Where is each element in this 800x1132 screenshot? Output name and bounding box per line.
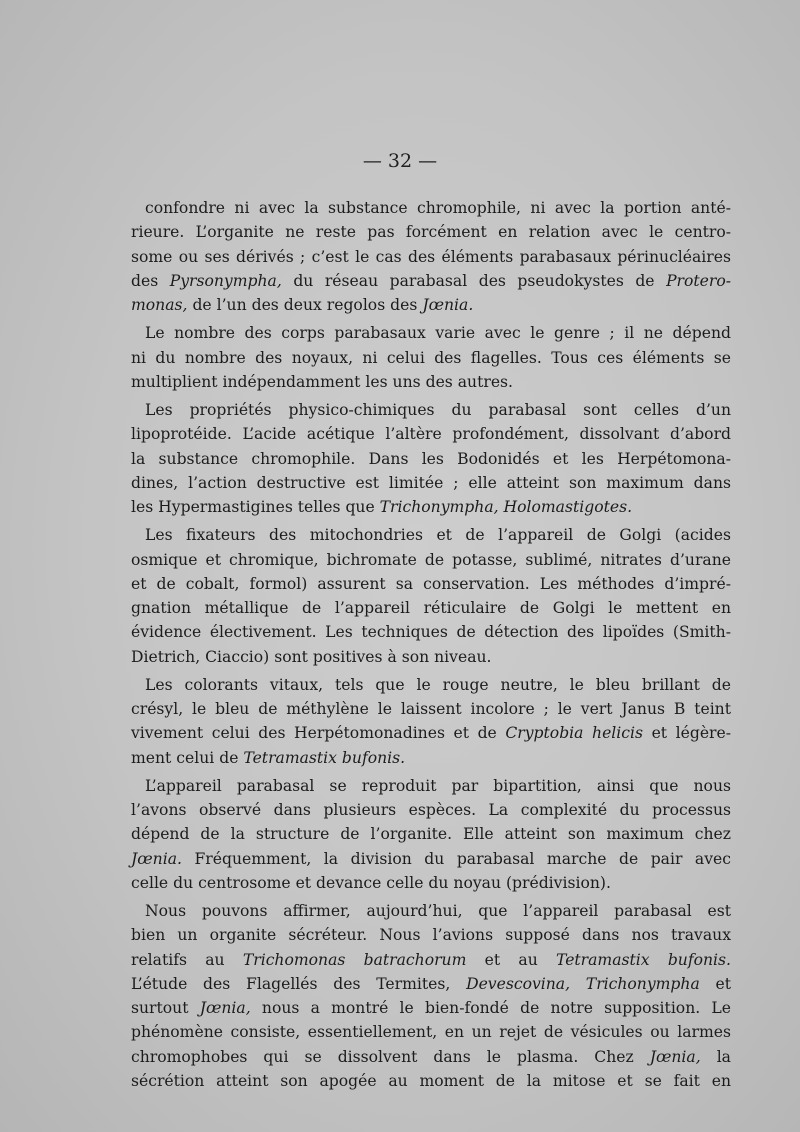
text-run: dines, l’action destructive est limitée ; elle atteint son maximum dans [131, 473, 731, 492]
text-run: celle du centrosome et devance celle du noyau (prédivision). [131, 873, 611, 892]
text-run: some ou ses dérivés ; c’est le cas des éléments parabasaux périnucléaires [131, 247, 731, 266]
text-line [131, 972, 731, 996]
text-line [131, 798, 731, 822]
text-run: Les colorants vitaux, tels que le rouge neutre, le bleu brillant de [145, 675, 731, 694]
text-line [131, 673, 731, 697]
text-line [131, 1020, 731, 1044]
text-line [131, 398, 731, 422]
text-line [131, 422, 731, 446]
body-text [131, 196, 731, 1097]
text-line [131, 471, 731, 495]
text-run: osmique et chromique, bichromate de potasse, sublimé, nitrates d’urane [131, 550, 731, 569]
text-run: la [700, 1047, 731, 1066]
text-line [131, 697, 731, 721]
italic-text: Jœnia, [199, 999, 251, 1017]
text-line [131, 548, 731, 572]
text-run: de l’un des deux regolos des [187, 296, 423, 314]
text-line [131, 523, 731, 547]
text-line [131, 774, 731, 798]
text-line [131, 596, 731, 620]
text-line [131, 572, 731, 596]
text-run: lipoprotéide. L’acide acétique l’altère profondément, dissolvant d’abord [131, 425, 731, 444]
text-line [131, 196, 731, 220]
paragraph [131, 321, 731, 394]
text-run: vivement celui des Herpétomonadines et de [131, 724, 506, 743]
text-line [131, 871, 731, 895]
text-line [131, 899, 731, 923]
text-line [131, 370, 731, 394]
text-line [131, 220, 731, 244]
text-line [131, 245, 731, 269]
text-line [131, 321, 731, 345]
text-line [131, 1069, 731, 1093]
paragraph [131, 899, 731, 1093]
italic-text: Jœnia. [131, 849, 182, 868]
text-line [131, 645, 731, 669]
text-line [131, 847, 731, 871]
text-line [131, 620, 731, 644]
text-run: sécrétion atteint son apogée au moment de la mitose et se fait en [131, 1071, 731, 1090]
italic-text: Tetramastix bufonis. [556, 950, 732, 969]
text-run: confondre ni avec la substance chromophile, ni avec la portion anté- [145, 199, 731, 217]
paragraph [131, 774, 731, 895]
text-run: relatifs au [131, 950, 243, 969]
text-run: crésyl, le bleu de méthylène le laissent incolore ; le vert Janus B teint [131, 700, 731, 718]
text-run: Nous pouvons affirmer, aujourd’hui, que l’appareil parabasal est [145, 902, 731, 920]
paragraph [131, 673, 731, 770]
italic-text: Trichomonas batrachorum [242, 950, 467, 969]
text-run: des [131, 271, 170, 290]
text-line [131, 822, 731, 846]
text-run: surtout [131, 999, 200, 1017]
text-run: l’avons observé dans plusieurs espèces. La complexité du processus [131, 801, 731, 819]
text-line [131, 1045, 731, 1069]
italic-text: Tetramastix bufonis. [243, 748, 406, 767]
text-run: Les fixateurs des mitochondries et de l’appareil de Golgi (acides [145, 526, 731, 545]
italic-text: Jœnia, [649, 1047, 701, 1066]
text-line [131, 721, 731, 745]
text-run: phénomène consiste, essentiellement, en un rejet de vésicules ou larmes [131, 1023, 731, 1042]
text-run: les Hypermastigines telles que [131, 498, 380, 516]
text-line [131, 746, 731, 770]
text-line [131, 996, 731, 1020]
text-line [131, 495, 731, 519]
italic-text: Trichonympha, Holomastigotes. [379, 498, 633, 516]
text-run: Les propriétés physico-chimiques du parabasal sont celles d’un [145, 401, 731, 419]
text-line [131, 923, 731, 947]
text-run: gnation métallique de l’appareil réticulaire de Golgi le mettent en [131, 599, 731, 617]
text-run: et au [466, 950, 556, 969]
text-run: du réseau parabasal des pseudokystes de [281, 271, 667, 290]
paragraph [131, 196, 731, 317]
text-line [131, 293, 731, 317]
text-run: ni du nombre des noyaux, ni celui des flagelles. Tous ces éléments se [131, 348, 731, 367]
italic-text: Protero- [666, 271, 732, 290]
text-line [131, 346, 731, 370]
text-run: et [699, 974, 731, 993]
italic-text: monas, [131, 296, 188, 314]
italic-text: Devescovina, Trichonympha [466, 974, 700, 993]
text-run: bien un organite sécréteur. Nous l’avions supposé dans nos travaux [131, 926, 731, 945]
text-line [131, 269, 731, 293]
text-run: ment celui de [131, 748, 244, 767]
paragraph [131, 523, 731, 669]
page-number: — 32 — [362, 150, 438, 172]
text-run: rieure. L’organite ne reste pas forcément en relation avec le centro- [131, 223, 731, 242]
text-run: chromophobes qui se dissolvent dans le plasma. Chez [131, 1047, 650, 1066]
text-line [131, 948, 731, 972]
text-run: Fréquemment, la division du parabasal marche de pair avec [181, 849, 731, 868]
text-run: évidence électivement. Les techniques de détection des lipoïdes (Smith- [131, 623, 731, 642]
text-run: Le nombre des corps parabasaux varie avec le genre ; il ne dépend [145, 324, 731, 343]
paragraph [131, 398, 731, 519]
text-run: Dietrich, Ciaccio) sont positives à son niveau. [131, 647, 492, 666]
text-run: et de cobalt, formol) assurent sa conservation. Les méthodes d’impré- [131, 574, 731, 593]
text-run: nous a montré le bien-fondé de notre supposition. Le [250, 999, 731, 1017]
text-line [131, 447, 731, 471]
text-run: la substance chromophile. Dans les Bodonidés et les Herpétomona- [131, 449, 731, 468]
text-run: L’appareil parabasal se reproduit par bipartition, ainsi que nous [145, 776, 731, 795]
italic-text: Pyrsonympha, [169, 271, 282, 290]
italic-text: Cryptobia helicis [505, 724, 643, 743]
text-run: multiplient indépendamment les uns des autres. [131, 372, 514, 391]
italic-text: Jœnia. [422, 296, 474, 314]
text-run: L’étude des Flagellés des Termites, [131, 974, 467, 993]
text-run: et légère- [643, 724, 732, 743]
text-run: dépend de la structure de l’organite. Elle atteint son maximum chez [131, 825, 731, 844]
